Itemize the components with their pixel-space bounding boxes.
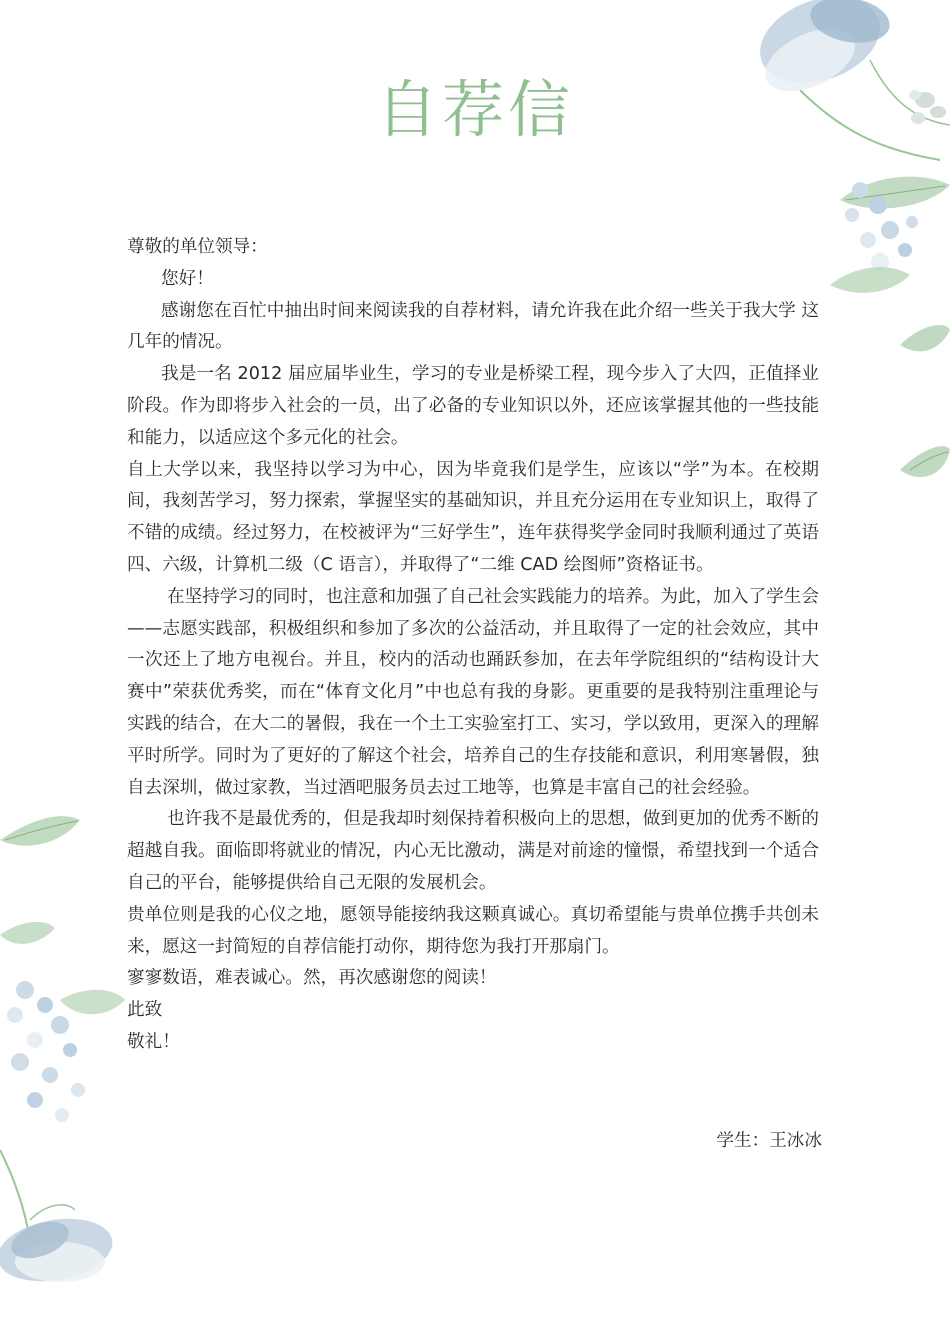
paragraph: 感谢您在百忙中抽出时间来阅读我的自荐材料，请允许我在此介绍一些关于我大学 这几年的情况。 xyxy=(127,300,819,353)
closing-line: 敬礼！ xyxy=(127,1031,180,1052)
paragraph: 贵单位则是我的心仪之地，愿领导能接纳我这颗真诚心。真切希望能与贵单位携手共创未来，愿这一封简短的自荐信能打动你，期待您为我打开那扇门。 xyxy=(127,904,819,957)
letter-body xyxy=(127,232,819,1059)
floral-decoration-bottom-left xyxy=(0,800,140,1300)
signature: 学生：王冰冰 xyxy=(716,1131,822,1151)
closing-line: 此致 xyxy=(127,1000,163,1021)
paragraph: 寥寥数语，难表诚心。然，再次感谢您的阅读！ xyxy=(127,968,497,989)
paragraph: 自上大学以来，我坚持以学习为中心，因为毕竟我们是学生，应该以“学”为本。在校期间，我刻苦学习，努力探索，掌握坚实的基础知识，并且充分运用在专业知识上，取得了不错的成绩。经过努力，在校被评为“三好学生”，连年获得奖学金同时我顺利通过了英语四、六级，计算机二级（C 语言），并取得了“二维 CAD 绘图师”资格证书。 xyxy=(127,459,819,575)
paragraph: 我是一名 2012 届应届毕业生，学习的专业是桥梁工程，现今步入了大四，正值择业阶段。作为即将步入社会的一员，出了必备的专业知识以外，还应该掌握其他的一些技能和能力，以适应这个多元化的社会。 xyxy=(127,364,819,448)
page-title: 自荐信 xyxy=(375,73,574,146)
greeting: 您好！ xyxy=(161,268,214,289)
paragraph: 在坚持学习的同时，也注意和加强了自己社会实践能力的培养。为此，加入了学生会——志愿实践部，积极组织和参加了多次的公益活动，并且取得了一定的社会效应，其中一次还上了地方电视台。并且，校内的活动也踊跃参加，在去年学院组织的“结构设计大赛中”荣获优秀奖，而在“体育文化月”中也总有我的身影。更重要的是我特别注重理论与实践的结合，在大二的暑假，我在一个土工实验室打工、实习，学以致用，更深入的理解平时所学。同时为了更好的了解这个社会，培养自己的生存技能和意识，利用寒暑假，独自去深圳，做过家教，当过酒吧服务员去过工地等，也算是丰富自己的社会经验。 xyxy=(127,586,819,798)
salutation: 尊敬的单位领导： xyxy=(127,237,268,257)
paragraph: 也许我不是最优秀的，但是我却时刻保持着积极向上的思想，做到更加的优秀不断的超越自我。面临即将就业的情况，内心无比激动，满是对前途的憧憬，希望找到一个适合自己的平台，能够提供给自己无限的发展机会。 xyxy=(127,809,819,893)
